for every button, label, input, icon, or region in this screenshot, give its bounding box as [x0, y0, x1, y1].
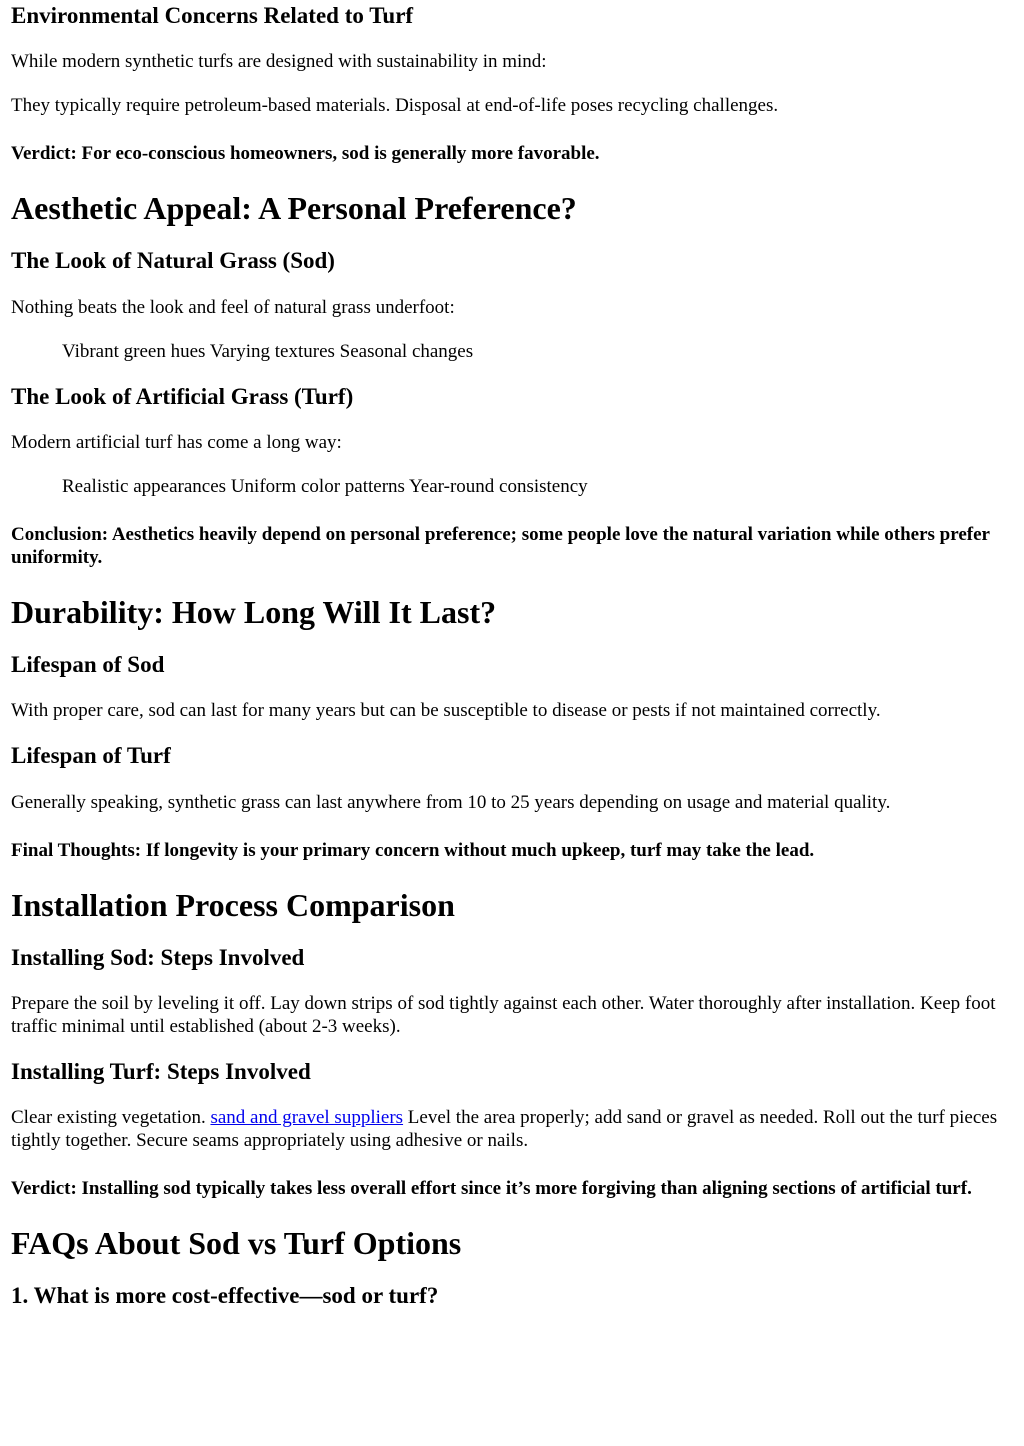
- list-item: Varying textures: [209, 340, 335, 362]
- installation-verdict: Verdict: Installing sod typically takes less overall effort since it’s more forgiving than aligning sections of artificial turf.: [11, 1178, 972, 1200]
- sand-gravel-suppliers-link[interactable]: sand and gravel suppliers: [210, 1107, 404, 1129]
- turf-install-text-after: Level the area properly; add sand or gravel as needed. Roll out the turf pieces tightly together. Secure seams appropriately using adhesive or nails.: [11, 1107, 998, 1152]
- durability-heading: Durability: How Long Will It Last?: [11, 594, 497, 631]
- sod-look-intro: Nothing beats the look and feel of natural grass underfoot:: [11, 296, 455, 318]
- environment-body: They typically require petroleum-based materials. Disposal at end-of-life poses recycling challenges.: [11, 95, 779, 117]
- sod-lifespan-heading: Lifespan of Sod: [11, 651, 165, 677]
- list-item: Year-round consistency: [408, 476, 588, 498]
- environment-intro: While modern synthetic turfs are designed with sustainability in mind:: [11, 51, 547, 73]
- article: [11, 0, 1011, 1310]
- list-item: Realistic appearances: [62, 476, 227, 498]
- aesthetic-heading: Aesthetic Appeal: A Personal Preference?: [11, 190, 577, 227]
- sod-look-heading: The Look of Natural Grass (Sod): [11, 248, 335, 274]
- turf-look-list: [62, 475, 1011, 498]
- faq-heading: FAQs About Sod vs Turf Options: [11, 1225, 462, 1262]
- installation-heading: Installation Process Comparison: [11, 886, 455, 923]
- turf-lifespan-heading: Lifespan of Turf: [11, 743, 171, 769]
- list-item: Uniform color patterns: [230, 476, 405, 498]
- turf-lifespan-body: Generally speaking, synthetic grass can last anywhere from 10 to 25 years depending on usage and material quality.: [11, 791, 891, 813]
- sod-install-heading: Installing Sod: Steps Involved: [11, 944, 305, 970]
- turf-install-body: [11, 1106, 1011, 1152]
- aesthetic-conclusion: Conclusion: Aesthetics heavily depend on personal preference; some people love the natural variation while others prefer uniformity.: [11, 524, 990, 569]
- turf-look-intro: Modern artificial turf has come a long way:: [11, 432, 342, 454]
- list-item: Vibrant green hues: [62, 340, 206, 362]
- environment-heading: Environmental Concerns Related to Turf: [11, 3, 414, 28]
- sod-look-list: [62, 340, 1011, 363]
- turf-look-heading: The Look of Artificial Grass (Turf): [11, 383, 354, 409]
- sod-lifespan-body: With proper care, sod can last for many years but can be susceptible to disease or pests if not maintained correctly.: [11, 700, 881, 722]
- turf-install-text-before: Clear existing vegetation.: [11, 1107, 206, 1129]
- faq-question-1: 1. What is more cost-effective—sod or turf?: [11, 1283, 439, 1309]
- durability-final-thoughts: Final Thoughts: If longevity is your primary concern without much upkeep, turf may take the lead.: [11, 839, 815, 861]
- sod-install-body: Prepare the soil by leveling it off. Lay down strips of sod tightly against each other. Water thoroughly after installation. Keep foot traffic minimal until established (about 2-3 weeks).: [11, 993, 996, 1038]
- turf-install-heading: Installing Turf: Steps Involved: [11, 1059, 311, 1085]
- environment-verdict: Verdict: For eco-conscious homeowners, sod is generally more favorable.: [11, 143, 600, 165]
- list-item: Seasonal changes: [339, 340, 474, 362]
